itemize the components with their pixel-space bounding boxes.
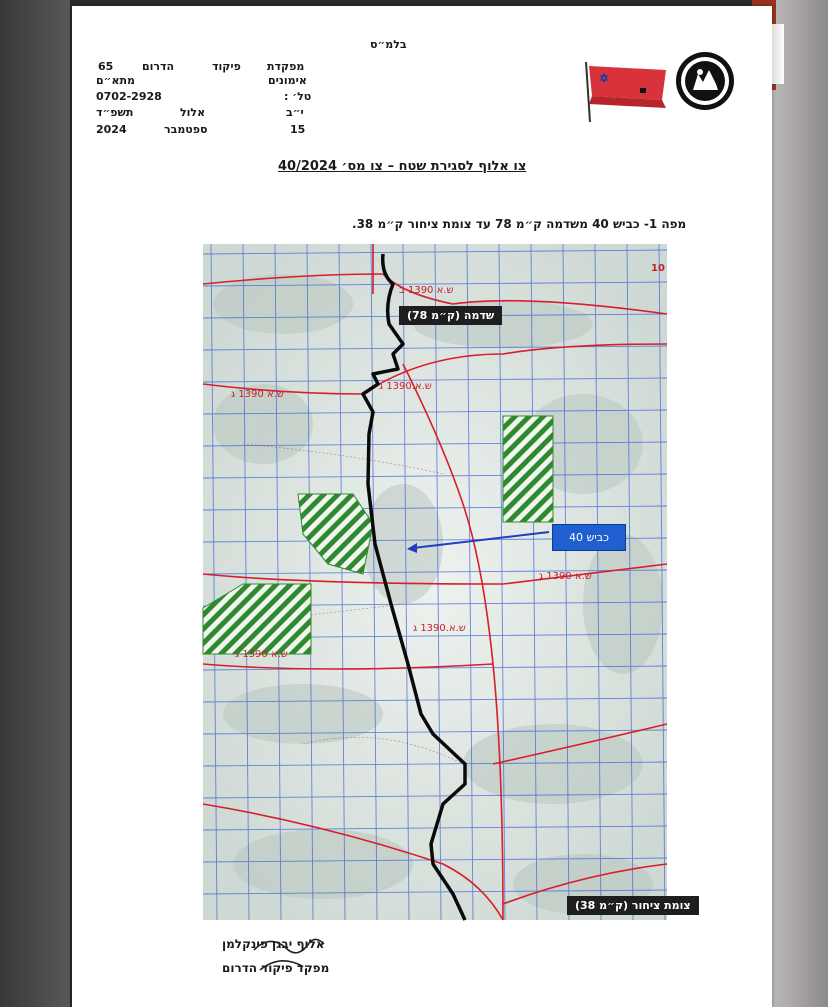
header-day-hebrew: י״ב (286, 106, 304, 119)
command-emblem-icon (676, 52, 734, 110)
background-left (0, 0, 70, 1007)
classification: בלמ״ס (370, 38, 407, 51)
header-month: ספטמבר (164, 123, 208, 136)
header-phone: 0702-2928 (96, 90, 162, 103)
signature-name: אלוף יבגן פינקלמן (222, 937, 325, 951)
signature-role: מפקד פיקוד הדרום (222, 961, 330, 975)
idf-flag-icon (580, 60, 670, 124)
background-right (768, 0, 828, 1007)
header-command: פיקוד (212, 60, 241, 73)
header-number: 65 (98, 60, 114, 73)
map-label-corner: 10 (651, 263, 665, 274)
map-label-top: ש.א 1390 ב (399, 285, 454, 296)
header-unit: מפקדת (267, 60, 305, 73)
restricted-zone-east (503, 416, 553, 522)
header-month-hebrew: אלול (180, 106, 206, 119)
map-label-tzichor: צומת ציחור (ק״מ 38) (567, 896, 699, 915)
page-fold (772, 24, 784, 84)
map-label-sdema: שדמה (ק״מ 78) (399, 306, 502, 325)
map-label-mid-top: ש.א.1390 ג (379, 381, 432, 392)
map-label-bottom-left: ש.א 1390 ג (235, 649, 288, 660)
header-phone-label: טל׳ : (284, 90, 312, 103)
header-south: הדרום (142, 60, 175, 73)
header-training: אימונים (268, 74, 307, 87)
header-year: 2024 (96, 123, 127, 136)
document-page (72, 6, 772, 1007)
area-map (203, 244, 691, 920)
header-branch: מתא״ם (96, 74, 135, 87)
document-title: צו אלוף לסגירת שטח – צו מס׳ 40/2024 (278, 159, 527, 174)
header-day: 15 (290, 123, 306, 136)
handwritten-signature-icon (250, 930, 330, 978)
map-label-center: ש.א.1390 ג (413, 623, 466, 634)
map-label-left: ש.א 1390 ג (231, 389, 284, 400)
map-title: מפה 1- כביש 40 משדמה ק״מ 78 עד צומת ציחור ק״מ 38. (352, 217, 687, 231)
header-year-hebrew: תשפ״ד (96, 106, 134, 119)
map-label-right: ש.א 1390 ג (539, 571, 592, 582)
map-label-road: כביש 40 (552, 524, 626, 551)
